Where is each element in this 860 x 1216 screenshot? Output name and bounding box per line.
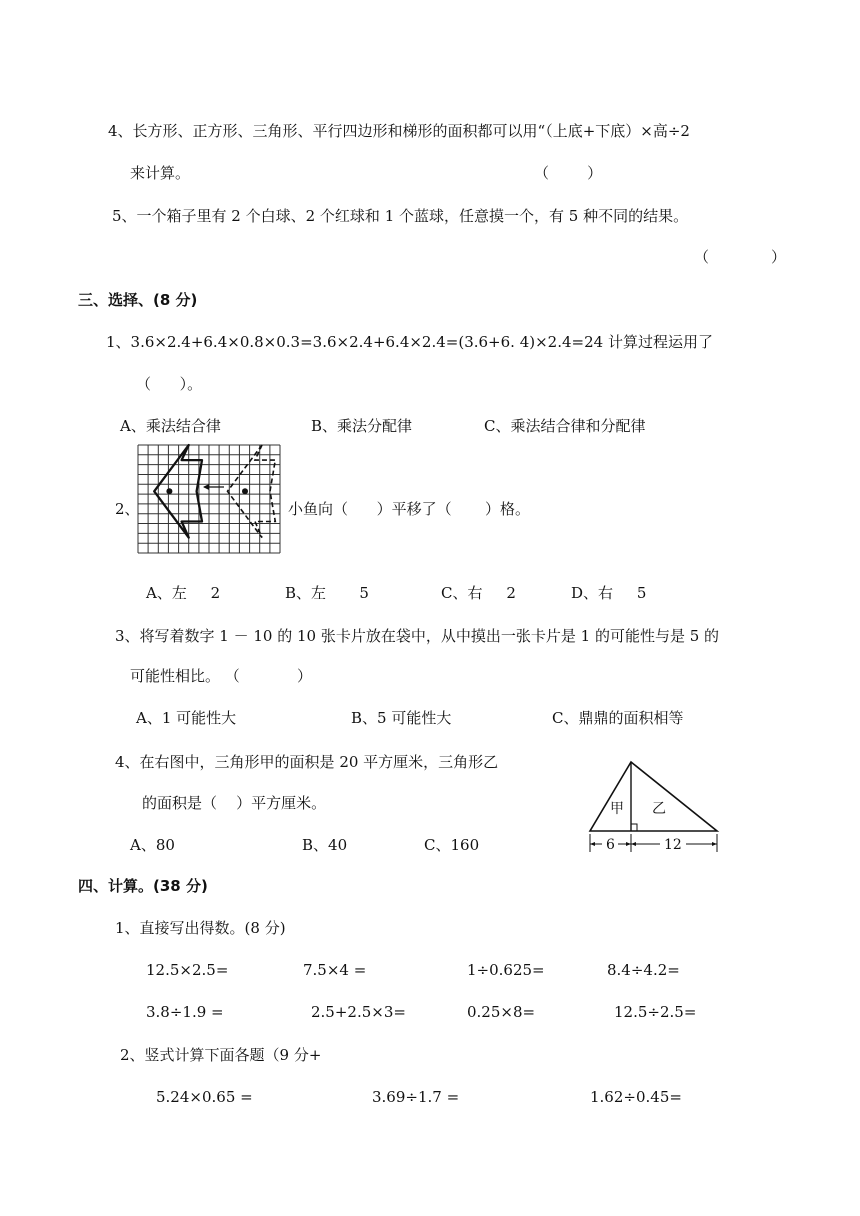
mc-q3-option-a: A、1 可能性大 bbox=[136, 709, 237, 727]
mc-question-4-line1: 4、在右图中，三角形甲的面积是 20 平方厘米，三角形乙 bbox=[115, 753, 499, 771]
tf-question-4-line1: 4、长方形、正方形、三角形、平行四边形和梯形的面积都可以用“（上底+下底）×高÷2 bbox=[108, 122, 690, 140]
section-4-title: 四、计算。(38 分) bbox=[78, 877, 208, 895]
mc-question-1-line2: （ ）。 bbox=[136, 375, 203, 393]
calc-item: 7.5×4 = bbox=[303, 961, 367, 979]
calc-item: 3.8÷1.9 = bbox=[146, 1003, 224, 1021]
calc-part-2-title: 2、竖式计算下面各题（9 分+ bbox=[120, 1046, 322, 1064]
tf-question-4-line2: 来计算。 bbox=[130, 164, 191, 182]
mc-q2-option-d: D、右 5 bbox=[571, 584, 647, 602]
mc-question-3-line2: 可能性相比。 （ ） bbox=[130, 667, 312, 685]
mc-q1-option-a: A、乘法结合律 bbox=[120, 417, 221, 435]
mc-q4-option-b: B、40 bbox=[302, 836, 348, 854]
mc-question-4-line2: 的面积是（ ）平方厘米。 bbox=[142, 794, 327, 812]
mc-question-2-number: 2、 bbox=[115, 500, 140, 518]
triangle-label-12: 12 bbox=[664, 837, 682, 853]
triangle-label-6: 6 bbox=[606, 837, 615, 853]
mc-question-1-line1: 1、3.6×2.4+6.4×0.8×0.3=3.6×2.4+6.4×2.4=(3.6+6. 4)×2.4=24 计算过程运用了 bbox=[106, 333, 713, 351]
mc-question-3-line1: 3、将写着数字 1 － 10 的 10 张卡片放在袋中，从中摸出一张卡片是 1 的可能性与是 5 的 bbox=[115, 627, 720, 645]
triangle-label-jia: 甲 bbox=[610, 801, 624, 817]
calc-item: 5.24×0.65 = bbox=[156, 1088, 253, 1106]
calc-item: 1÷0.625= bbox=[467, 961, 545, 979]
mc-q1-option-b: B、乘法分配律 bbox=[311, 417, 413, 435]
calc-part-1-title: 1、直接写出得数。(8 分) bbox=[115, 919, 286, 937]
tf-question-5-answer-paren: （ ） bbox=[694, 248, 786, 266]
calc-item: 2.5+2.5×3= bbox=[311, 1003, 406, 1021]
mc-q3-option-c: C、鼎鼎的面积相等 bbox=[552, 709, 684, 727]
mc-q4-option-a: A、80 bbox=[130, 836, 175, 854]
calc-item: 3.69÷1.7 = bbox=[372, 1088, 460, 1106]
tf-question-5-line1: 5、一个箱子里有 2 个白球、2 个红球和 1 个蓝球，任意摸一个，有 5 种不同的结果。 bbox=[112, 207, 689, 225]
calc-item: 0.25×8= bbox=[467, 1003, 536, 1021]
mc-q2-option-a: A、左 2 bbox=[146, 584, 221, 602]
triangle-label-yi: 乙 bbox=[652, 801, 666, 817]
mc-q2-option-c: C、右 2 bbox=[441, 584, 516, 602]
section-3-title: 三、选择、(8 分) bbox=[78, 291, 198, 309]
mc-q2-option-b: B、左 5 bbox=[285, 584, 369, 602]
calc-item: 12.5÷2.5= bbox=[614, 1003, 697, 1021]
calc-item: 12.5×2.5= bbox=[146, 961, 229, 979]
fish-grid-figure bbox=[138, 445, 280, 553]
mc-q3-option-b: B、5 可能性大 bbox=[351, 709, 452, 727]
triangle-figure bbox=[586, 760, 722, 852]
tf-question-4-answer-paren: （ ） bbox=[534, 164, 603, 182]
calc-item: 1.62÷0.45= bbox=[590, 1088, 682, 1106]
mc-q4-option-c: C、160 bbox=[424, 836, 480, 854]
mc-question-2-text: 小鱼向（ ）平移了（ ）格。 bbox=[288, 500, 530, 518]
calc-item: 8.4÷4.2= bbox=[607, 961, 680, 979]
mc-q1-option-c: C、乘法结合律和分配律 bbox=[484, 417, 646, 435]
